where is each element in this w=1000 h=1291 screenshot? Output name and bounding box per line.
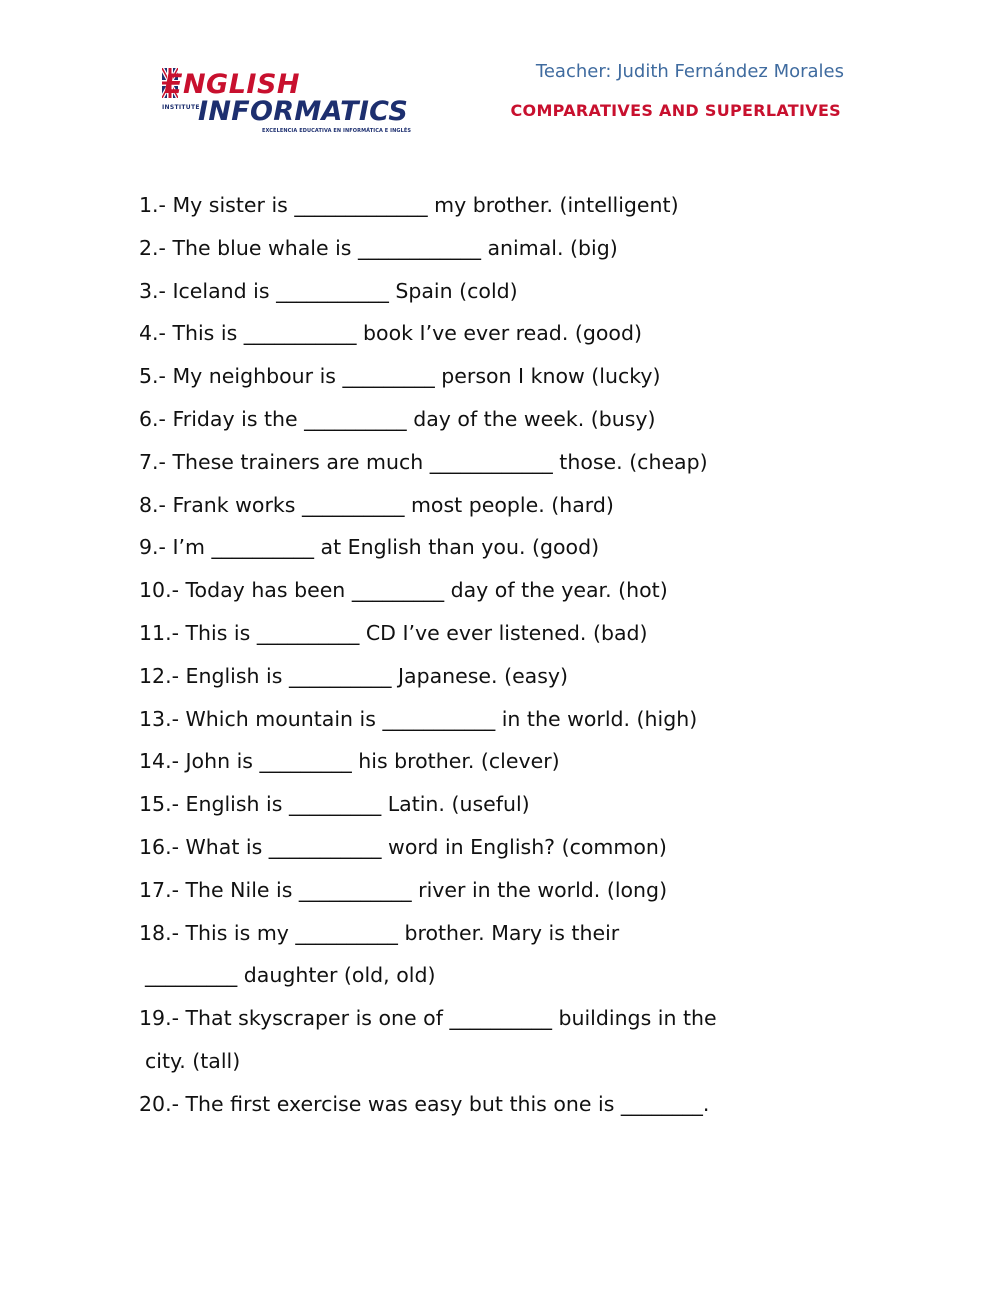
logo-top-row bbox=[162, 66, 382, 100]
worksheet-title: COMPARATIVES AND SUPERLATIVES bbox=[510, 101, 841, 120]
exercise-6: 6.- Friday is the __________ day of the week. (busy) bbox=[139, 406, 656, 431]
exercise-18: 18.- This is my __________ brother. Mary is their bbox=[139, 920, 620, 945]
exercise-10: 10.- Today has been _________ day of the year. (hot) bbox=[139, 578, 668, 603]
exercise-8: 8.- Frank works __________ most people. (hard) bbox=[139, 492, 614, 517]
exercise-15: 15.- English is _________ Latin. (useful) bbox=[139, 792, 530, 817]
logo-tagline: EXCELENCIA EDUCATIVA EN INFORMÁTICA E INGLÉS bbox=[262, 128, 412, 134]
logo-institute-label: INSTITUTE bbox=[162, 104, 200, 111]
school-logo bbox=[162, 66, 412, 138]
exercise-7: 7.- These trainers are much ____________ those. (cheap) bbox=[139, 449, 708, 474]
exercise-19: 19.- That skyscraper is one of __________ buildings in the bbox=[139, 1006, 717, 1031]
logo-word-informatics: INFORMATICS bbox=[198, 96, 409, 127]
exercise-2: 2.- The blue whale is ____________ animal. (big) bbox=[139, 235, 618, 260]
exercise-20: 20.- The first exercise was easy but this one is ________. bbox=[139, 1091, 710, 1116]
exercise-17: 17.- The Nile is ___________ river in the world. (long) bbox=[139, 877, 668, 902]
exercise-13: 13.- Which mountain is ___________ in the world. (high) bbox=[139, 706, 698, 731]
exercise-19-continued: city. (tall) bbox=[145, 1048, 241, 1073]
exercise-18-continued: _________ daughter (old, old) bbox=[145, 963, 436, 988]
logo-word-english: ENGLISH bbox=[164, 69, 300, 100]
exercise-4: 4.- This is ___________ book I’ve ever read. (good) bbox=[139, 321, 642, 346]
exercise-9: 9.- I’m __________ at English than you. (good) bbox=[139, 535, 600, 560]
exercise-5: 5.- My neighbour is _________ person I know (lucky) bbox=[139, 364, 661, 389]
exercise-14: 14.- John is _________ his brother. (clever) bbox=[139, 749, 560, 774]
exercise-3: 3.- Iceland is ___________ Spain (cold) bbox=[139, 278, 518, 303]
exercise-11: 11.- This is __________ CD I’ve ever listened. (bad) bbox=[139, 620, 648, 645]
teacher-name: Teacher: Judith Fernández Morales bbox=[535, 61, 844, 82]
exercise-16: 16.- What is ___________ word in English? (common) bbox=[139, 834, 667, 859]
exercise-12: 12.- English is __________ Japanese. (easy) bbox=[139, 663, 569, 688]
exercise-1: 1.- My sister is _____________ my brother. (intelligent) bbox=[139, 193, 679, 217]
exercise-list bbox=[139, 184, 859, 1126]
